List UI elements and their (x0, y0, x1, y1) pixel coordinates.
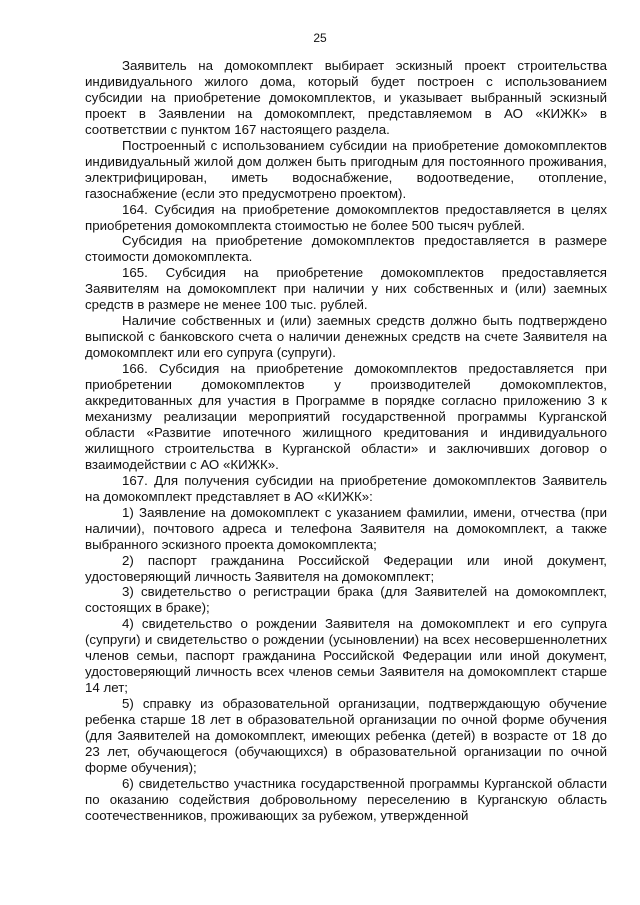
list-item-education-certificate: 5) справку из образовательной организации, подтверждающую обучение ребенка старше 18 лет в образовательной организации по очной форме обучения (для Заявителей на домокомплект, имеющих ребенка (детей) в возрасте от 18 до 23 лет, обучающегося (обучающихся) в образовательной организации по очной форме обучения); (85, 696, 607, 775)
list-item-resettlement-certificate: 6) свидетельство участника государственной программы Курганской области по оказанию содействия добровольному переселению в Курганскую область соотечественников, проживающих за рубежом, утвержденной (85, 775, 607, 823)
paragraph-167-documents: 167. Для получения субсидии на приобретение домокомплектов Заявитель на домокомплект представляет в АО «КИЖК»: (85, 472, 607, 504)
paragraph-165-own-funds: 165. Субсидия на приобретение домокомплектов предоставляется Заявителям на домокомплект при наличии у них собственных и (или) заемных средств в размере не менее 100 тыс. рублей. (85, 265, 607, 313)
list-item-birth-certificates: 4) свидетельство о рождении Заявителя на домокомплект и его супруга (супруги) и свидетельство о рождении (усыновлении) на всех несовершеннолетних членов семьи, паспорт гражданина Российской Федерации или иной документ, удостоверяющий личность всех членов семьи Заявителя на домокомплект старше 14 лет; (85, 616, 607, 696)
paragraph-funds-confirmation: Наличие собственных и (или) заемных средств должно быть подтверждено выпиской с банковского счета о наличии денежных средств на счете Заявителя на домокомплект или его супруга (супруги). (85, 313, 607, 361)
paragraph-164-purpose: 164. Субсидия на приобретение домокомплектов предоставляется в целях приобретения домокомплекта стоимостью не более 500 тысяч рублей. (85, 201, 607, 233)
page-number: 25 (313, 31, 327, 45)
document-body (85, 58, 607, 824)
list-item-application: 1) Заявление на домокомплект с указанием фамилии, имени, отчества (при наличии), почтового адреса и телефона Заявителя на домокомплект, а также выбранного эскизного проекта домокомплекта; (85, 504, 607, 552)
list-item-passport: 2) паспорт гражданина Российской Федерации или иной документ, удостоверяющий личность Заявителя на домокомплект; (85, 552, 607, 584)
paragraph-166-accredited-producers: 166. Субсидия на приобретение домокомплектов предоставляется при приобретении домокомплектов у производителей домокомплектов, аккредитованных для участия в Программе в порядке согласно приложению 3 к механизму реализации мероприятий государственной программы Курганской области «Развитие ипотечного жилищного кредитования и индивидуального жилищного строительства в Курганской области» и заключивших договор о взаимодействии с АО «КИЖК». (85, 361, 607, 472)
paragraph-project-choice: Заявитель на домокомплект выбирает эскизный проект строительства индивидуального жилого дома, который будет построен с использованием субсидии на приобретение домокомплектов, и указывает выбранный эскизный проект в Заявлении на домокомплект, представляемом в АО «КИЖК» в соответствии с пунктом 167 настоящего раздела. (85, 58, 607, 137)
list-item-marriage-certificate: 3) свидетельство о регистрации брака (для Заявителей на домокомплект, состоящих в браке); (85, 584, 607, 616)
paragraph-subsidy-amount: Субсидия на приобретение домокомплектов предоставляется в размере стоимости домокомплекта. (85, 233, 607, 265)
paragraph-house-requirements: Построенный с использованием субсидии на приобретение домокомплектов индивидуальный жилой дом должен быть пригодным для постоянного проживания, электрифицирован, иметь водоснабжение, водоотведение, отопление, газоснабжение (если это предусмотрено проектом). (85, 137, 607, 201)
